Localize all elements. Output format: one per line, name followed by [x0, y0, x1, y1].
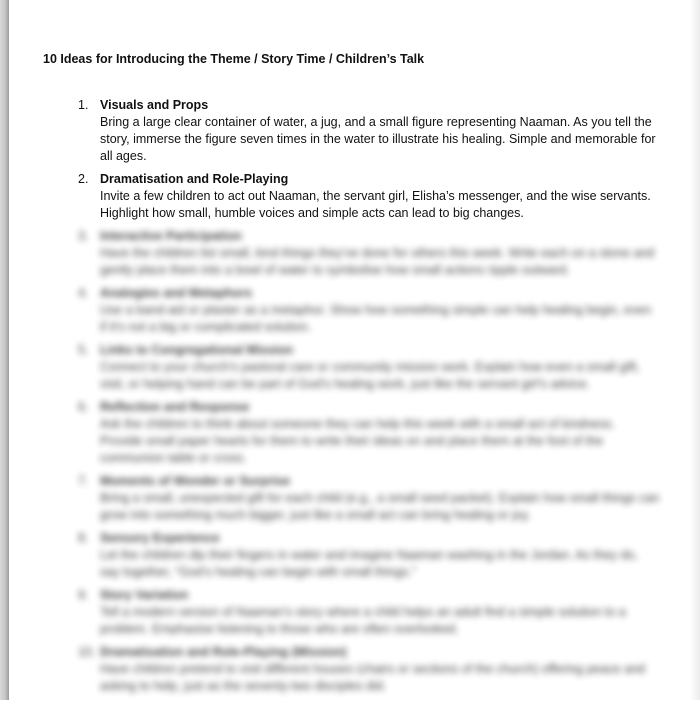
idea-number: 3. [78, 229, 89, 243]
idea-item-2 [0, 171, 700, 222]
idea-title: Reflection and Response [100, 400, 250, 414]
idea-description: Have the children list small, kind things they’ve done for others this week. Write each on a stone and gently place them into a bowl of water to symbolise how small actions ripple outward. [100, 246, 655, 277]
idea-title: Visuals and Props [100, 98, 209, 112]
idea-description: Ask the children to think about someone they can help this week with a small act of kindness. Provide small paper hearts for them to write their ideas on and place them at the foot of the communion table or cross. [100, 417, 615, 465]
idea-item-3 [0, 228, 700, 279]
idea-description: Invite a few children to act out Naaman, the servant girl, Elisha’s messenger, and the wise servants. Highlight how small, humble voices and simple acts can lead to big changes. [100, 189, 651, 220]
idea-item-8 [0, 530, 700, 581]
idea-number: 2. [78, 172, 89, 186]
idea-description: Tell a modern version of Naaman’s story where a child helps an adult find a simple solution to a problem. Emphasise listening to those who are often overlooked. [100, 605, 626, 636]
idea-item-5 [0, 342, 700, 393]
idea-item-6 [0, 399, 700, 467]
idea-item-4 [0, 285, 700, 336]
document-title: 10 Ideas for Introducing the Theme / Story Time / Children’s Talk [43, 52, 425, 66]
idea-description: Connect to your church’s pastoral care or community mission work. Explain how even a small gift, visit, or helping hand can be part of God’s healing work, just like the servant girl’s advice. [100, 360, 640, 391]
idea-number: 6. [78, 400, 89, 414]
idea-number: 7. [78, 474, 89, 488]
idea-description: Use a band-aid or plaster as a metaphor. Show how something simple can help healing begin, even if it’s not a big or complicated solution. [100, 303, 652, 334]
idea-description: Bring a large clear container of water, a jug, and a small figure representing Naaman. As you tell the story, immerse the figure seven times in the water to illustrate his healing. Simple and memorable for all ages. [100, 115, 656, 163]
idea-title: Interactive Participation [100, 229, 242, 243]
idea-title: Sensory Experience [100, 531, 220, 545]
idea-title: Dramatisation and Role-Playing [100, 172, 289, 186]
idea-description: Let the children dip their fingers in water and imagine Naaman washing in the Jordan. As they do, say together, “God’s healing can begin with small things.” [100, 548, 638, 579]
idea-item-7 [0, 473, 700, 524]
idea-number: 1. [78, 98, 89, 112]
idea-title: Story Variation [100, 588, 189, 602]
idea-item-10 [0, 644, 700, 695]
idea-description: Have children pretend to visit different houses (chairs or sections of the church) offering peace and asking to help, just as the seventy-two disciples did. [100, 662, 645, 693]
idea-number: 10. [78, 645, 96, 659]
idea-number: 8. [78, 531, 89, 545]
idea-number: 5. [78, 343, 89, 357]
idea-title: Moments of Wonder or Surprise [100, 474, 291, 488]
idea-item-9 [0, 587, 700, 638]
idea-description: Bring a small, unexpected gift for each child (e.g., a small seed packet). Explain how small things can grow into something much bigger, just like a small act can bring healing or joy. [100, 491, 660, 522]
idea-number: 4. [78, 286, 89, 300]
idea-item-1 [0, 97, 700, 165]
idea-number: 9. [78, 588, 89, 602]
idea-title: Dramatisation and Role-Playing (Mission) [100, 645, 347, 659]
idea-title: Analogies and Metaphors [100, 286, 253, 300]
idea-title: Links to Congregational Mission [100, 343, 294, 357]
ideas-list [0, 97, 700, 701]
